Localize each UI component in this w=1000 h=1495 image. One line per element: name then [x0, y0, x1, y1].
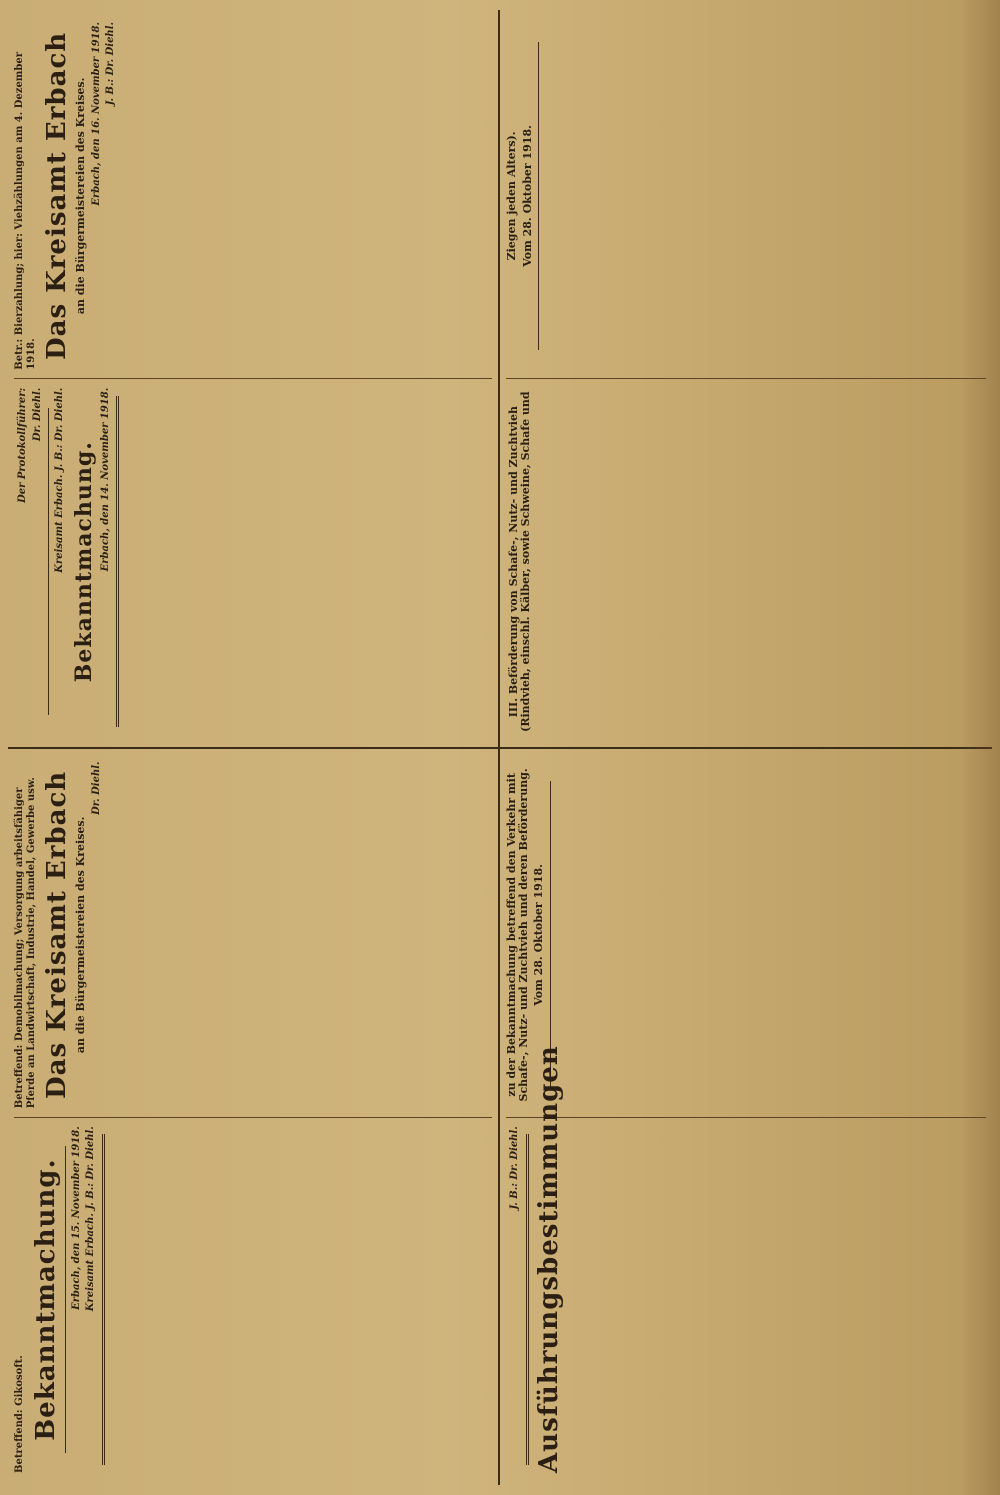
signature-kreisamt: Kreisamt Erbach. J. B.: Dr. Diehl.: [54, 387, 65, 573]
panel-top-left-columns: [14, 762, 492, 1474]
signature-diehl: Dr. Diehl.: [31, 387, 43, 442]
section-heading: III. Beförderung von Schafe-, Nutz- und Zuchtvieh (Rindvieh, einschl. Kälber, sowie Schweine, Schafe und Ziegen jeden Alters).: [505, 131, 532, 732]
double-divider: [102, 1134, 105, 1465]
divider: [65, 1146, 66, 1453]
divider: [538, 42, 539, 350]
headline-bekanntmachung: Bekanntmachung.: [30, 1158, 61, 1441]
panel-top-left: [8, 748, 500, 1486]
date-line: Erbach, den 14. November 1918.: [99, 387, 111, 572]
panel-top-right-columns: [14, 22, 492, 736]
panel-top-right: [8, 10, 500, 748]
panel-bottom-right: [500, 10, 992, 748]
double-divider: [116, 396, 119, 728]
signature-diehl: Dr. Diehl.: [90, 761, 102, 815]
panel-bottom-left: [500, 748, 992, 1486]
signature-kreisamt: Kreisamt Erbach. J. B.: Dr. Diehl.: [85, 1126, 96, 1312]
date-subheadline: Vom 28. Oktober 1918.: [532, 864, 545, 1006]
betreff-gikosoft: Betreffend: Gikosoft.: [14, 1355, 25, 1473]
double-divider: [526, 1134, 529, 1465]
betreff-demobilmachung: Betreffend: Demobilmachung; Versorgung arbeitsfähiger Pferde an Landwirtschaft, Industrie, Handel, Gewerbe usw.: [14, 777, 37, 1109]
date-subheadline: Vom 28. Oktober 1918.: [520, 125, 534, 267]
divider: [550, 782, 551, 1089]
headline-kreisamt-erbach: Das Kreisamt Erbach: [42, 770, 72, 1099]
page-grid: [8, 10, 992, 1485]
betreff-viehzaehlung: Betr.: Bierzahlung; hier: Viehzählungen am 4. Dezember 1918.: [14, 51, 37, 370]
subheadline: an die Bürgermeistereien des Kreises.: [74, 816, 87, 1054]
protokollfuehrer-label: Der Protokollführer:: [17, 387, 28, 503]
panel-bottom-right-columns: [506, 22, 986, 736]
signature-diehl: J. B.: Dr. Diehl.: [105, 22, 116, 106]
signature-diehl: J. B.: Dr. Diehl.: [509, 1126, 520, 1210]
divider: [48, 408, 49, 716]
subheadline: zu der Bekanntmachung betreffend den Verkehr mit Schafe-, Nutz- und Zuchtvieh und deren Beförderung.: [505, 768, 530, 1102]
headline-ausfuehrungsbestimmungen: Ausführungsbestimmungen: [533, 1045, 564, 1473]
date-line: Erbach, den 16. November 1918.: [90, 22, 102, 206]
headline-bekanntmachung: Bekanntmachung.: [70, 441, 97, 683]
date-line: Erbach, den 15. November 1918.: [70, 1126, 82, 1310]
panel-bottom-left-columns: [506, 762, 986, 1474]
headline-kreisamt-erbach: Das Kreisamt Erbach: [42, 31, 72, 360]
subheadline: an die Bürgermeistereien des Kreises.: [74, 77, 87, 315]
